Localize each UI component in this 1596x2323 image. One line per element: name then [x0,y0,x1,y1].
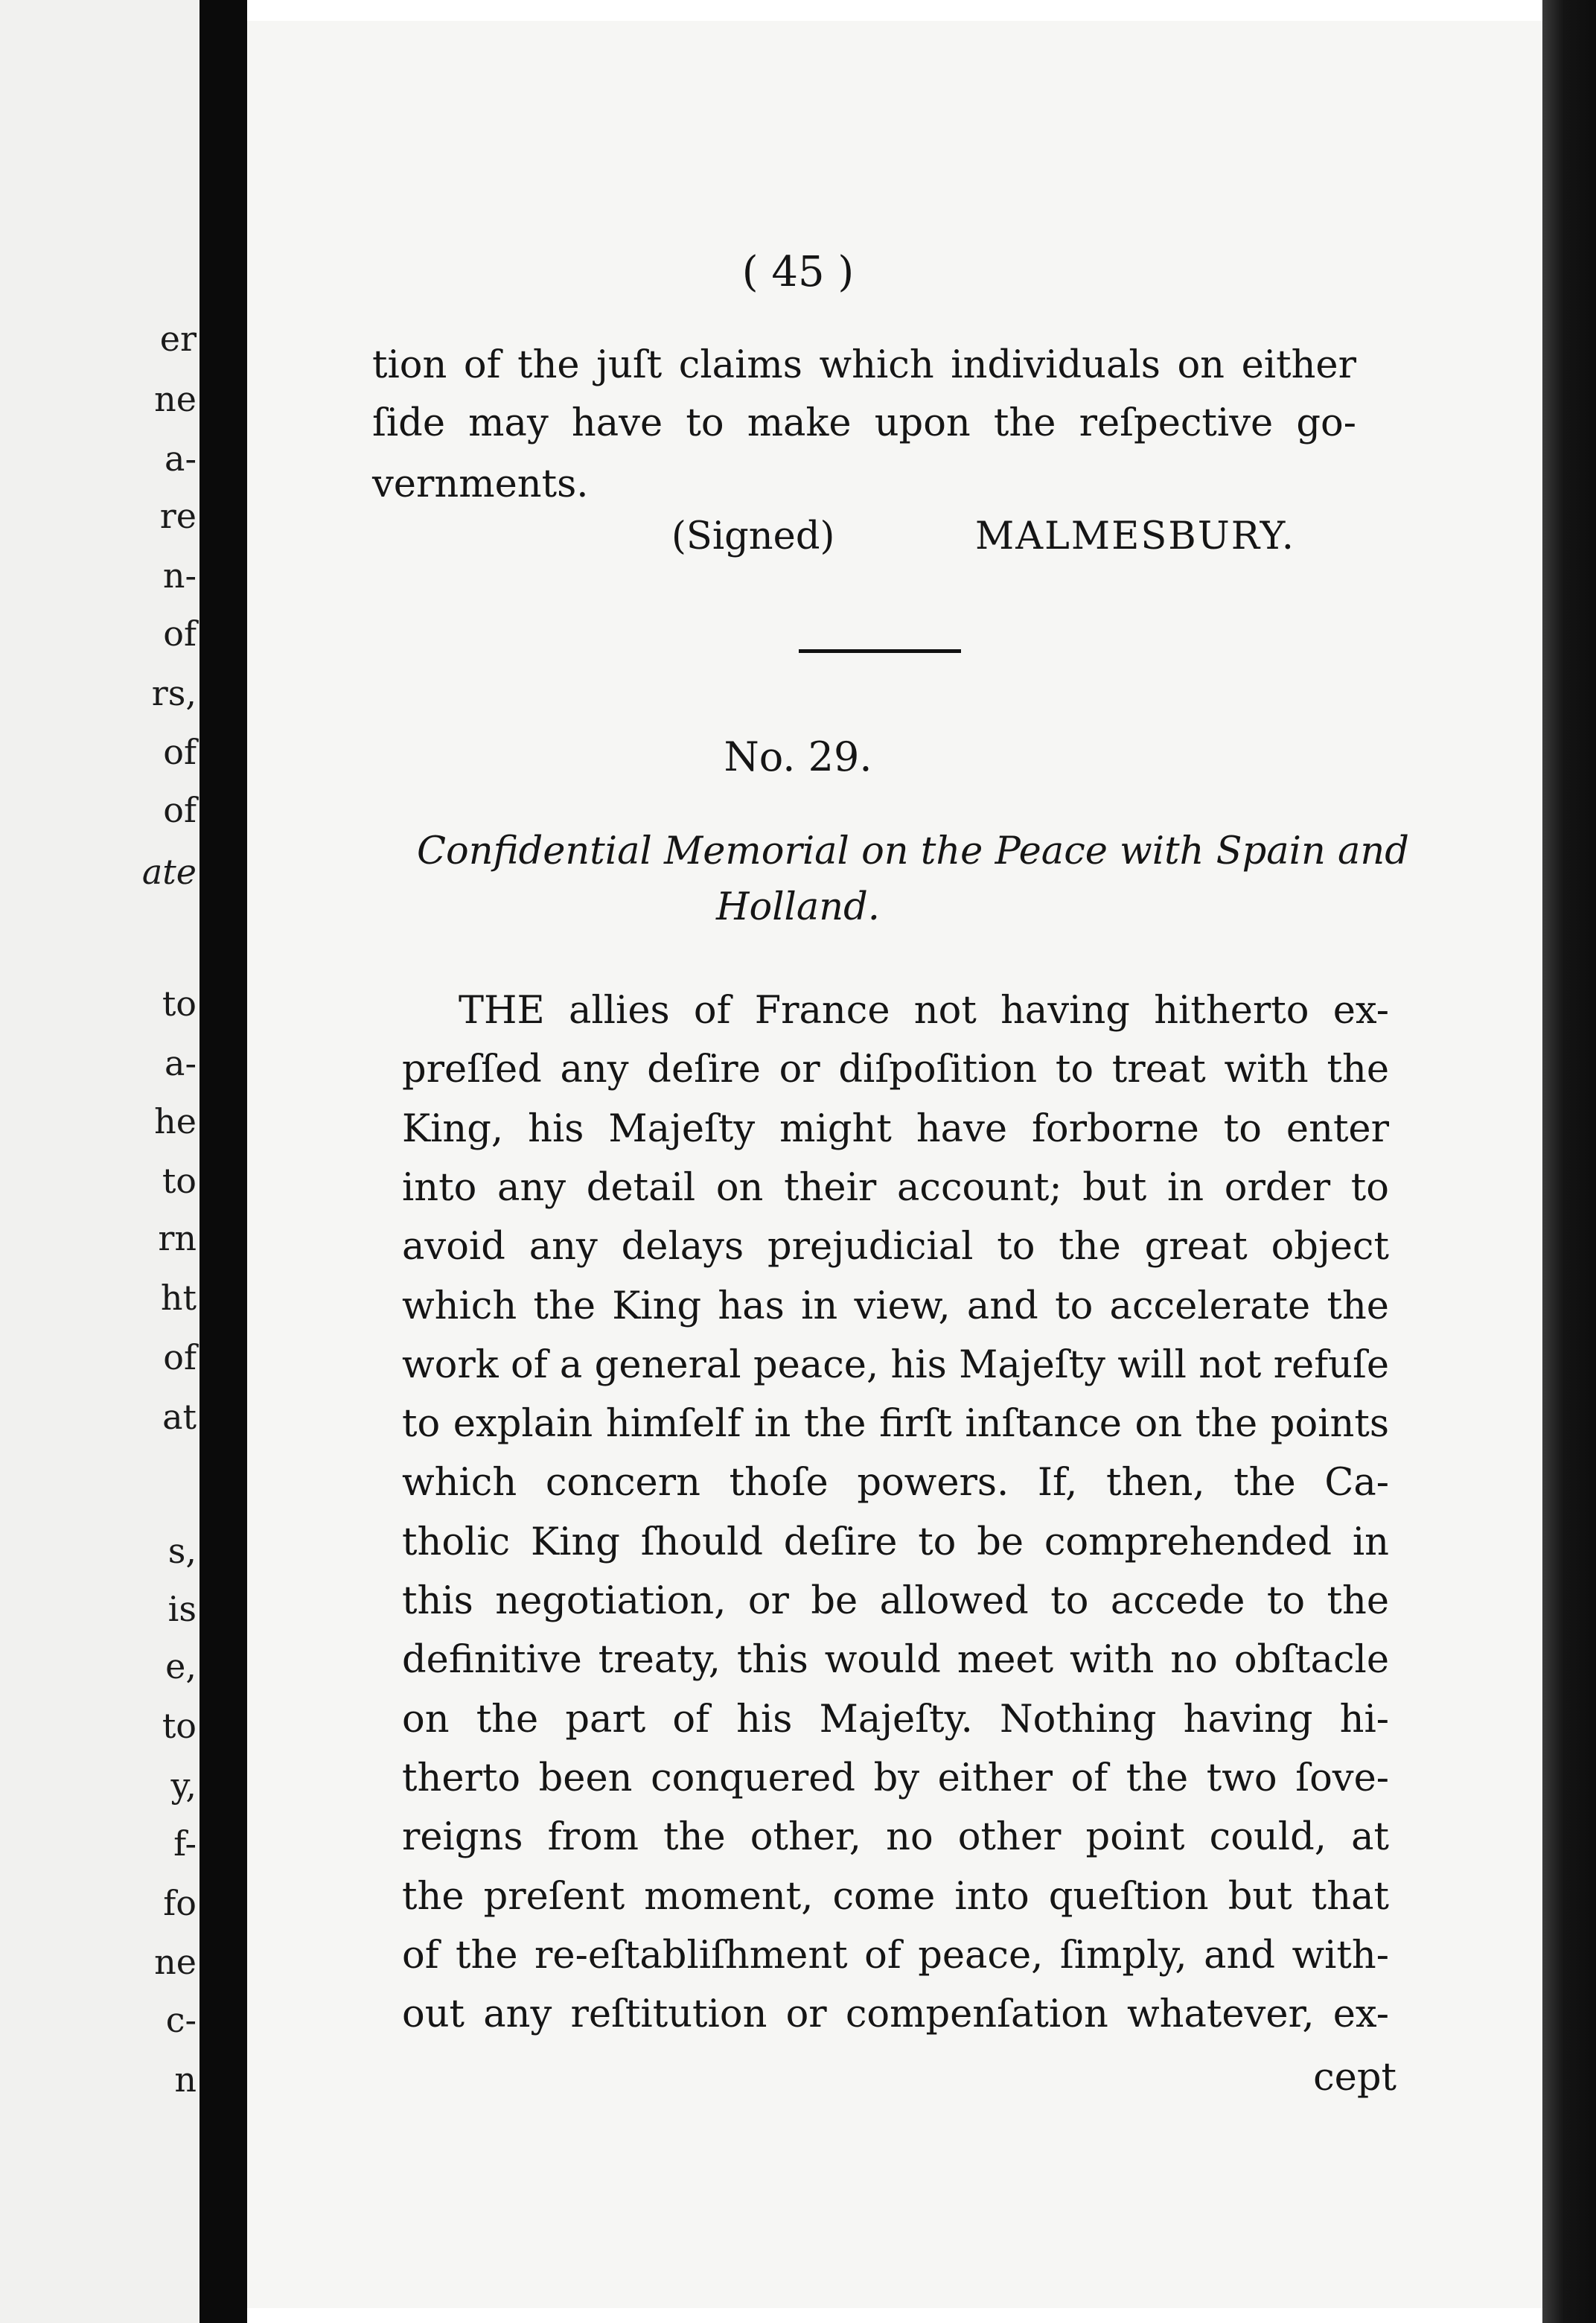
text-line: definitive treaty, this would meet with no obſtacle [402,1638,1389,1683]
text-line: tion of the juſt claims which individuals on either [372,343,1356,387]
text-line: work of a general peace, his Majeſty will not refuſe [402,1342,1389,1387]
document-title-line: Holland. [716,885,880,929]
facing-page-text-fragment: ht [160,1278,197,1318]
text-line: which the King has in view, and to accelerate the [402,1284,1389,1328]
facing-page-text-fragment: ne [154,379,197,419]
facing-page-text-fragment: n- [162,555,197,596]
facing-page-text-fragment: s, [167,1531,197,1571]
facing-page-text-fragment: ne [154,1942,197,1982]
facing-page-text-fragment: of [163,732,197,772]
facing-page-text-fragment: a- [165,1043,197,1083]
section-number: No. 29. [724,733,872,780]
text-line: out any reſtitution or compenſation whatever, ex- [402,1992,1389,2037]
page-edge-shadow [1542,0,1596,2323]
facing-page-text-fragment: n [174,2059,197,2100]
text-line: to explain himſelf in the firſt inſtance on the points [402,1402,1389,1447]
text-line: tholic King ſhould deſire to be comprehended in [402,1520,1389,1564]
facing-page-text-fragment: re [159,496,197,536]
facing-page-text-fragment: of [163,1337,197,1377]
text-line: vernments. [372,462,589,506]
text-line: reigns from the other, no other point could, at [402,1815,1389,1860]
text-line: on the part of his Majeſty. Nothing having hi- [402,1697,1389,1742]
text-line: avoid any delays prejudicial to the great object [402,1225,1389,1269]
text-line: THE allies of France not having hitherto ex- [459,989,1389,1033]
facing-page-edge [0,0,200,2323]
facing-page-text-fragment: er [159,319,197,359]
page-number: ( 45 ) [741,248,855,296]
facing-page-text-fragment: e, [165,1646,197,1686]
facing-page-text-fragment: c- [165,2000,197,2040]
facing-page-text-fragment: y, [170,1765,197,1806]
facing-page-text-fragment: rn [158,1218,197,1258]
facing-page-text-fragment: f- [173,1823,197,1864]
catchword: cept [1313,2056,1396,2100]
text-line: preſſed any deſire or diſpoſition to treat with the [402,1048,1389,1092]
facing-page-text-fragment: fo [163,1883,197,1923]
text-line: King, his Majeſty might have forborne to enter [402,1106,1389,1151]
text-line: which concern thoſe powers. If, then, the Ca- [402,1461,1389,1505]
facing-page-text-fragment: at [162,1397,197,1437]
facing-page-text-fragment: he [154,1101,197,1141]
text-line: this negotiation, or be allowed to accede to the [402,1579,1389,1623]
section-divider-rule [799,649,961,653]
book-gutter [200,0,247,2323]
text-line: the preſent moment, come into queſtion but that [402,1874,1389,1919]
facing-page-text-fragment: to [162,1706,197,1746]
facing-page-text-fragment: ate [141,852,197,892]
facing-page-text-fragment: of [163,790,197,830]
signatory-name: MALMESBURY. [975,514,1295,558]
facing-page-text-fragment: of [163,614,197,654]
signed-label: (Signed) [671,514,835,558]
facing-page-text-fragment: a- [165,439,197,479]
text-line: into any detail on their account; but in order to [402,1165,1389,1210]
text-line: therto been conquered by either of the two ſove- [402,1756,1389,1800]
text-line: ſide may have to make upon the reſpective go- [372,401,1356,445]
facing-page-text-fragment: rs, [151,673,197,713]
facing-page-text-fragment: to [162,984,197,1024]
text-line: of the re-eſtabliſhment of peace, ſimply, and with- [402,1933,1389,1978]
document-title-line: Confidential Memorial on the Peace with Spain and [417,829,1409,873]
facing-page-text-fragment: is [167,1589,197,1629]
facing-page-text-fragment: to [162,1161,197,1201]
